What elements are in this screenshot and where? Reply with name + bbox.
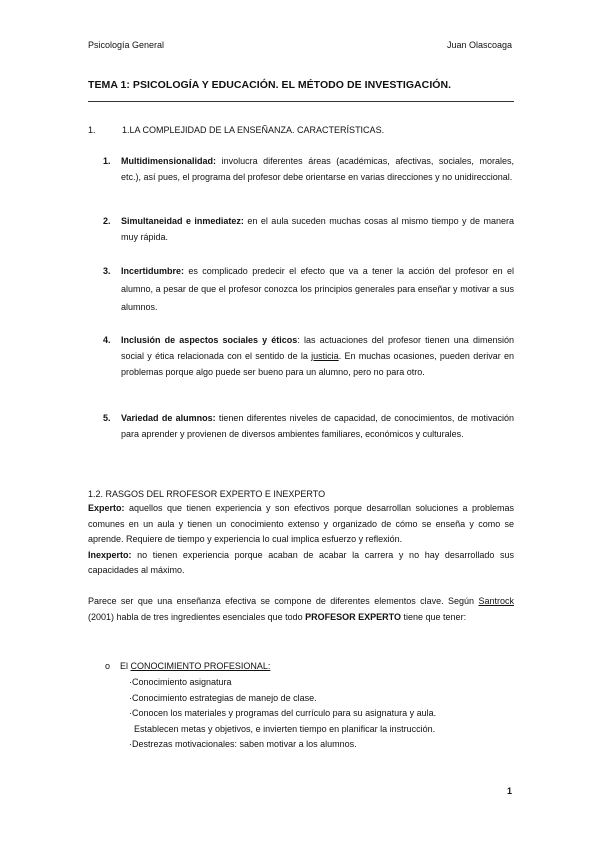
list-item-number: 3. — [103, 266, 111, 276]
para-text: tiene que tener: — [401, 611, 467, 622]
section-1-2-heading: 1.2. RASGOS DEL RROFESOR EXPERTO E INEXPERTO — [88, 489, 326, 499]
expert-definition — [88, 501, 514, 579]
section-1-heading — [88, 125, 384, 135]
list-item-number: 1. — [103, 156, 111, 166]
list-item-text: en el aula suceden muchas cosas al mismo tiempo y de manera muy rápida. — [121, 216, 514, 242]
experto-text: aquellos que tienen experiencia y son efectivos porque desarrollan soluciones a problemas comunes en un aula y tienen un conocimiento extenso y organizado de cómo se enseña y como se aprende. Requiere de tiempo y experiencia lo cual implica esfuerzo y reflexión. — [88, 503, 514, 544]
section-1-label: 1.LA COMPLEJIDAD DE LA ENSEÑANZA. CARACTERÍSTICAS. — [122, 125, 385, 135]
inexperto-term: Inexperto: — [88, 549, 132, 560]
para-text: (2001) habla de tres ingredientes esenciales que todo — [88, 611, 306, 622]
profesor-experto-emphasis: PROFESOR EXPERTO — [305, 611, 402, 622]
experto-term: Experto: — [88, 503, 125, 513]
list-item-term: Variedad de alumnos: — [121, 413, 216, 423]
intro-paragraph — [88, 594, 514, 625]
list-item-text: involucra diferentes áreas (académicas, afectivas, sociales, morales, etc.), así pues, el programa del profesor debe orientarse en varias direcciones y no unidireccional. — [121, 156, 514, 182]
inexperto-text: no tienen experiencia porque acaban de acabar la carrera y no hay desarrollado sus capacidades al máximo. — [88, 549, 514, 575]
sub-list-item: ·Destrezas motivacionales: saben motivar a los alumnos. — [129, 739, 357, 749]
professional-knowledge-list — [129, 675, 436, 753]
bullet-item — [105, 659, 270, 674]
list-item-term: Multidimensionalidad: — [121, 156, 217, 166]
sub-list-item: ·Conocen los materiales y programas del currículo para su asignatura y aula. — [129, 708, 437, 718]
document-title: TEMA 1: PSICOLOGÍA Y EDUCACIÓN. EL MÉTODO DE INVESTIGACIÓN. — [88, 79, 452, 91]
list-item — [103, 410, 514, 442]
bullet-circle: o — [105, 661, 111, 671]
santrock-link[interactable]: Santrock — [478, 596, 514, 606]
section-1-number: 1. — [88, 125, 96, 135]
list-item-number: 5. — [103, 413, 111, 423]
list-item — [103, 262, 514, 316]
title-divider — [88, 101, 514, 102]
list-item-text: : las actuaciones del profesor tienen una dimensión social y ética relacionada con el sentido de la — [121, 335, 514, 361]
sub-list-item: ·Conocimiento estrategias de manejo de clase. — [129, 692, 317, 703]
list-item-number: 4. — [103, 335, 111, 345]
list-item-term: Incertidumbre: — [121, 266, 185, 276]
list-item-text: es complicado predecir el efecto que va a tener la acción del profesor en el alumno, a pesar de que el profesor conozca los principios generales para enseñar y motivar a sus alumnos. — [121, 266, 514, 312]
list-item — [103, 153, 514, 185]
list-item — [103, 213, 514, 245]
sub-list-item: ·Conocimiento asignatura — [129, 677, 232, 687]
para-text: Parece ser que una enseñanza efectiva se compone de diferentes elementos clave. Según — [88, 596, 479, 606]
list-item-term: Inclusión de aspectos sociales y éticos — [121, 335, 298, 345]
header-author: Juan Olascoaga — [446, 40, 512, 50]
header-subject: Psicología General — [88, 40, 165, 50]
sub-list-item: Establecen metas y objetivos, e invierten tiempo en planificar la instrucción. — [129, 723, 436, 734]
list-item-number: 2. — [103, 216, 111, 226]
bullet-prefix: El — [120, 661, 131, 671]
list-item-text: tienen diferentes niveles de capacidad, de conocimientos, de motivación para aprender y provienen de diversos ambientes familiares, económicos y culturales. — [121, 413, 514, 439]
bullet-label: CONOCIMIENTO PROFESIONAL: — [130, 661, 271, 671]
list-item — [103, 332, 514, 380]
page-number: 1 — [506, 786, 512, 796]
list-item-text: . En muchas ocasiones, pueden derivar en problemas porque algo puede ser bueno para un alumno, pero no para otro. — [121, 351, 514, 377]
justicia-link[interactable]: justicia — [311, 351, 339, 361]
list-item-term: Simultaneidad e inmediatez: — [121, 216, 244, 226]
